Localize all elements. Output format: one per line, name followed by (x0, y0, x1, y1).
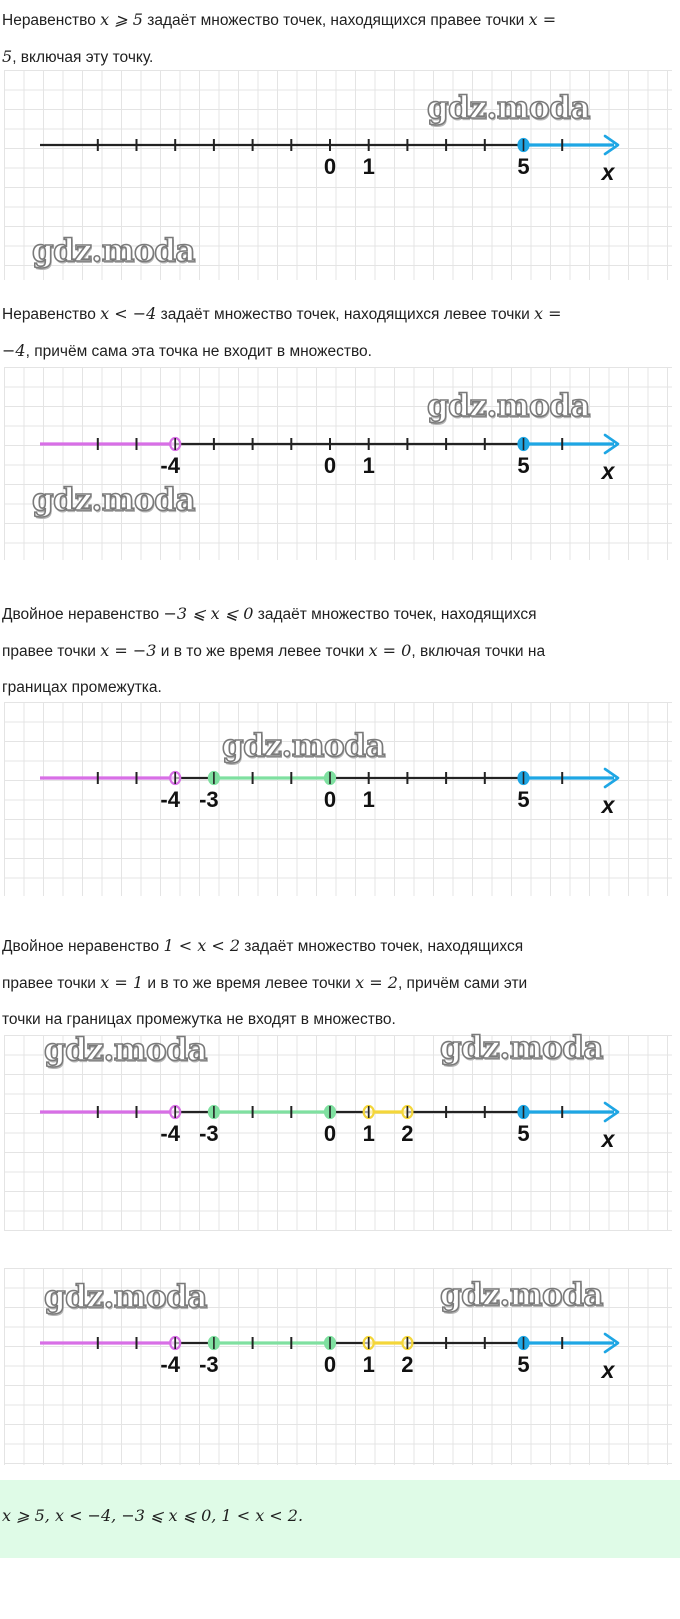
axis-variable-label: x (601, 159, 615, 185)
watermark: gdz.moda (427, 90, 590, 126)
axis-variable-label: x (601, 1126, 615, 1152)
tick-label: -4 (160, 787, 180, 812)
text: , включая точки на (411, 643, 546, 660)
number-line-figure-5 (4, 1268, 672, 1465)
answer-text: x ⩾ 5, x < −4, −3 ⩽ x ⩽ 0, 1 < x < 2. (2, 1506, 304, 1525)
text: и в то же время левее точки (156, 643, 369, 660)
text: , причём сами эти (397, 975, 528, 992)
math-expression: x = −3 (100, 641, 157, 660)
tick-label: -4 (160, 453, 180, 478)
text: и в то же время левее точки (143, 975, 356, 992)
math-expression: x = 1 (100, 973, 144, 992)
paragraph-1 (2, 2, 672, 76)
tick-label: 2 (401, 1352, 414, 1377)
watermark: gdz.moda (440, 1030, 603, 1066)
text: , включая эту точку. (12, 49, 154, 66)
tick-label: 1 (362, 1352, 375, 1377)
text: задаёт множество точек, находящихся (240, 938, 524, 955)
axis-variable-label: x (601, 792, 615, 818)
text: правее точки (2, 643, 101, 660)
tick-label: -3 (199, 1121, 219, 1146)
text: точки на границах промежутка не входят в множество. (2, 1011, 396, 1028)
watermark: gdz.moda (222, 728, 385, 764)
watermark: gdz.moda (32, 233, 195, 269)
axis-variable-label: x (601, 1357, 615, 1383)
paragraph-3 (2, 596, 672, 706)
text: Двойное неравенство (2, 938, 164, 955)
tick-label: 0 (323, 154, 337, 179)
math-inequality: x < −4 (100, 304, 157, 323)
tick-label: -4 (160, 1121, 180, 1146)
axis-variable-label: x (601, 458, 615, 484)
tick-label: 1 (362, 154, 375, 179)
number-line-figure-2 (4, 367, 672, 560)
text: задаёт множество точек, находящихся правее точки (142, 12, 529, 29)
tick-label: 0 (323, 453, 337, 478)
tick-label: 0 (323, 1352, 337, 1377)
text: Неравенство (2, 12, 101, 29)
tick-label: 5 (517, 1121, 530, 1146)
math-inequality: 1 < x < 2 (163, 936, 240, 955)
math-expression: 5 (2, 47, 13, 66)
tick-label: 5 (517, 453, 530, 478)
math-expression: x = (528, 10, 557, 29)
text: границах промежутка. (2, 679, 162, 696)
math-expression: −4 (2, 341, 26, 360)
math-inequality: −3 ⩽ x ⩽ 0 (163, 604, 254, 623)
tick-label: 5 (517, 787, 530, 812)
watermark: gdz.moda (44, 1279, 207, 1315)
tick-label: -4 (160, 1352, 180, 1377)
number-line-figure-1 (4, 70, 672, 280)
tick-label: -3 (199, 787, 219, 812)
tick-label: 1 (362, 453, 375, 478)
watermark: gdz.moda (44, 1032, 207, 1068)
paragraph-2 (2, 296, 672, 370)
answer-box (0, 1480, 680, 1558)
tick-label: 5 (517, 1352, 530, 1377)
text: правее точки (2, 975, 101, 992)
text: , причём сама эта точка не входит в множество. (25, 343, 372, 360)
watermark: gdz.moda (440, 1277, 603, 1313)
tick-label: -3 (199, 1352, 219, 1377)
watermark: gdz.moda (32, 482, 195, 518)
tick-label: 1 (362, 1121, 375, 1146)
tick-label: 0 (323, 1121, 337, 1146)
number-line-figure-3 (4, 702, 672, 896)
text: Двойное неравенство (2, 606, 164, 623)
tick-label: 5 (517, 154, 530, 179)
paragraph-4 (2, 928, 672, 1038)
math-inequality: x ⩾ 5 (100, 10, 143, 29)
text: задаёт множество точек, находящихся левее точки (156, 306, 535, 323)
tick-label: 0 (323, 787, 337, 812)
math-expression: x = (534, 304, 562, 323)
tick-label: 2 (401, 1121, 414, 1146)
text: Неравенство (2, 306, 101, 323)
math-expression: x = 0 (368, 641, 412, 660)
math-expression: x = 2 (355, 973, 398, 992)
tick-label: 1 (362, 787, 375, 812)
number-line-figure-4 (4, 1030, 672, 1231)
watermark: gdz.moda (427, 388, 590, 424)
text: задаёт множество точек, находящихся (253, 606, 537, 623)
